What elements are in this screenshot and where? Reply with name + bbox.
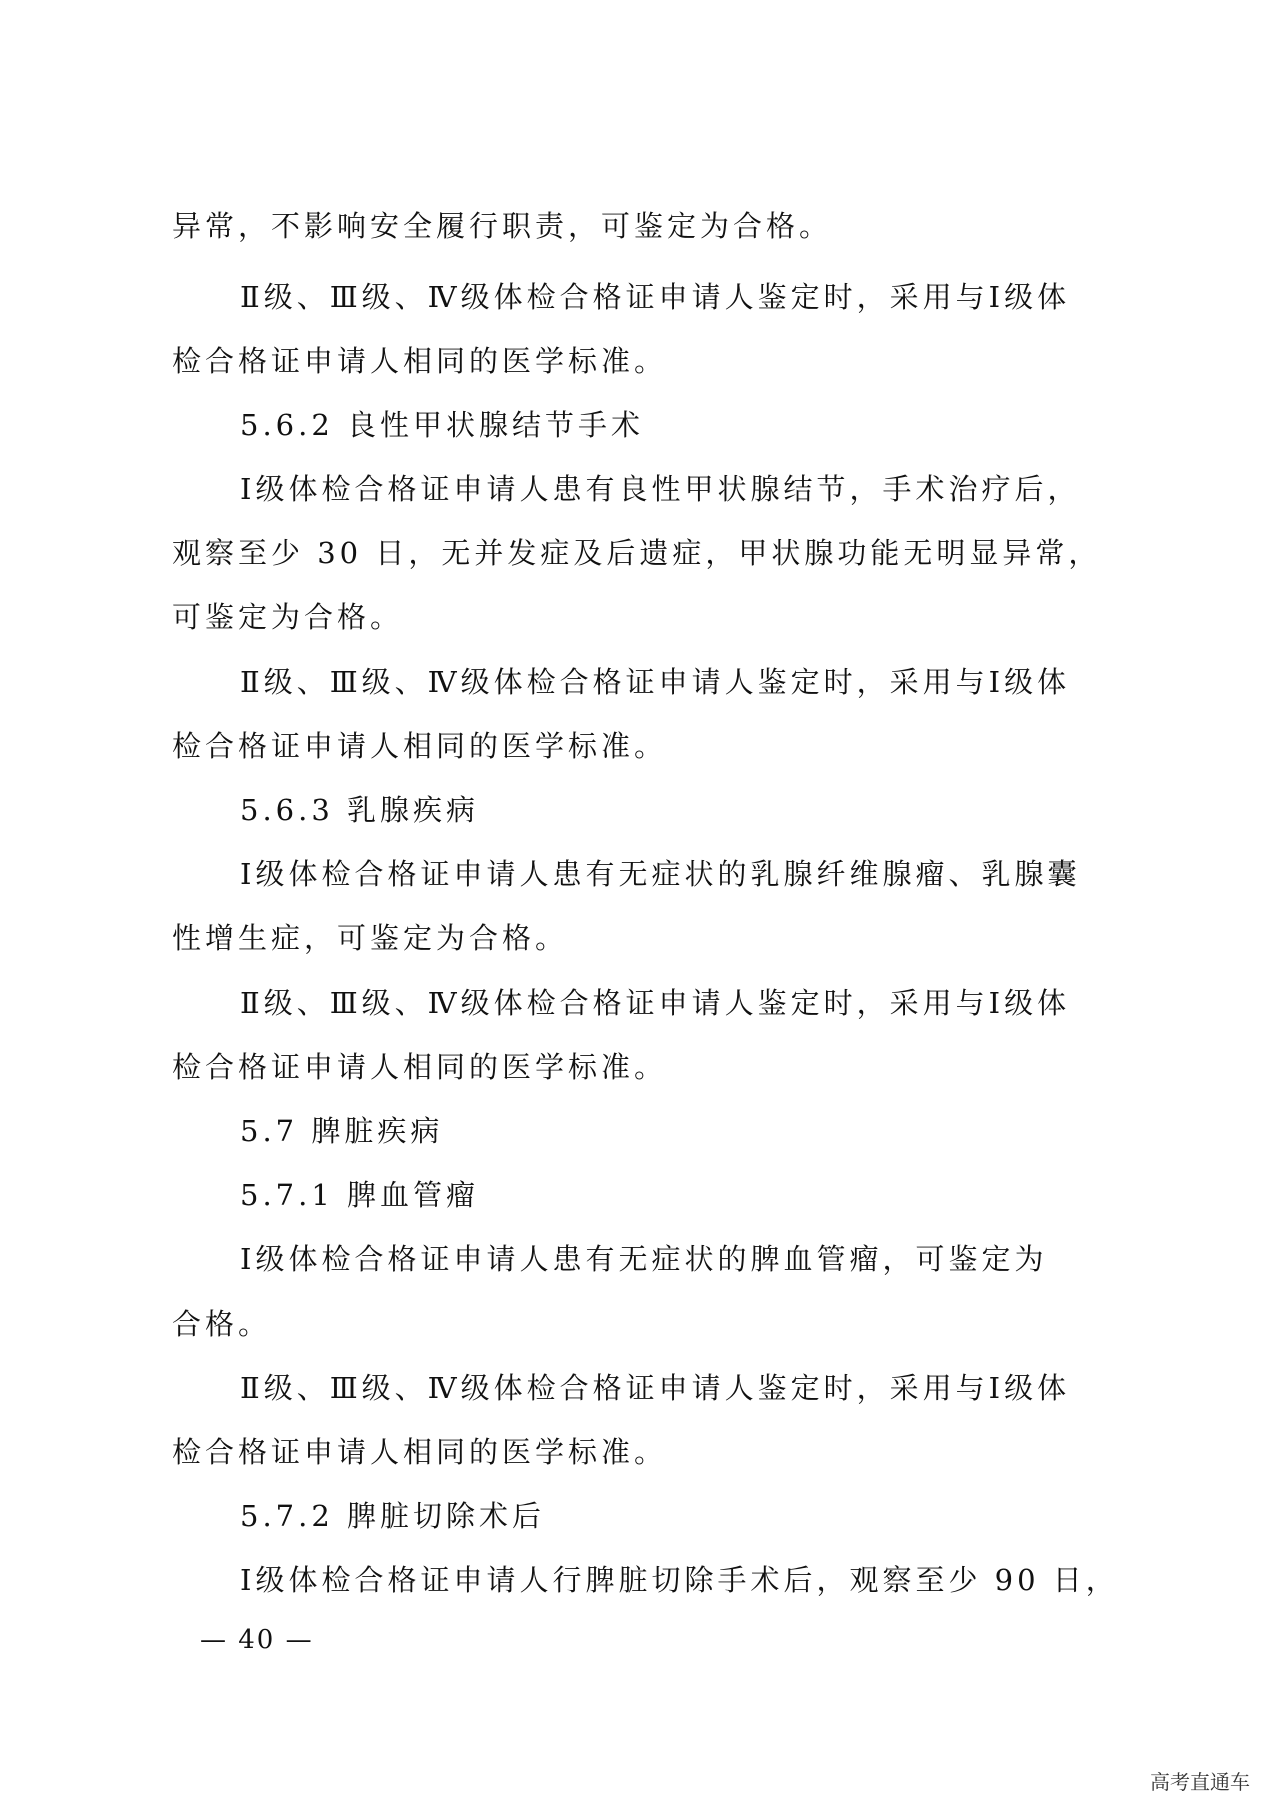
text-line: Ⅰ级体检合格证申请人行脾脏切除手术后，观察至少 90 日， [240,1563,1119,1597]
text-line: Ⅰ级体检合格证申请人患有无症状的脾血管瘤，可鉴定为 [240,1242,1048,1276]
page-number: — 40 — [200,1625,314,1655]
text-line: Ⅰ级体检合格证申请人患有良性甲状腺结节，手术治疗后， [240,472,1081,506]
text-line: Ⅰ级体检合格证申请人患有无症状的乳腺纤维腺瘤、乳腺囊 [240,857,1081,891]
section-heading: 5.7.1 脾血管瘤 [240,1178,480,1212]
text-line: Ⅱ级、Ⅲ级、Ⅳ级体检合格证申请人鉴定时，采用与Ⅰ级体 [240,1371,1071,1405]
text-line: 性增生症，可鉴定为合格。 [172,921,569,955]
text-line: Ⅱ级、Ⅲ级、Ⅳ级体检合格证申请人鉴定时，采用与Ⅰ级体 [240,280,1071,314]
text-line: Ⅱ级、Ⅲ级、Ⅳ级体检合格证申请人鉴定时，采用与Ⅰ级体 [240,665,1071,699]
text-line: 合格。 [172,1307,272,1341]
text-line: 异常，不影响安全履行职责，可鉴定为合格。 [172,209,833,243]
text-line: 检合格证申请人相同的医学标准。 [172,1050,668,1084]
text-line: 检合格证申请人相同的医学标准。 [172,729,668,763]
section-heading: 5.6.3 乳腺疾病 [240,793,480,827]
section-heading: 5.7 脾脏疾病 [240,1114,444,1148]
text-line: 检合格证申请人相同的医学标准。 [172,344,668,378]
text-line: 检合格证申请人相同的医学标准。 [172,1435,668,1469]
watermark-text: 高考直通车 [1150,1770,1250,1794]
text-line: 观察至少 30 日，无并发症及后遗症，甲状腺功能无明显异常， [172,536,1102,570]
section-heading: 5.6.2 良性甲状腺结节手术 [240,408,645,442]
text-line: Ⅱ级、Ⅲ级、Ⅳ级体检合格证申请人鉴定时，采用与Ⅰ级体 [240,986,1071,1020]
section-heading: 5.7.2 脾脏切除术后 [240,1499,546,1533]
text-line: 可鉴定为合格。 [172,600,404,634]
